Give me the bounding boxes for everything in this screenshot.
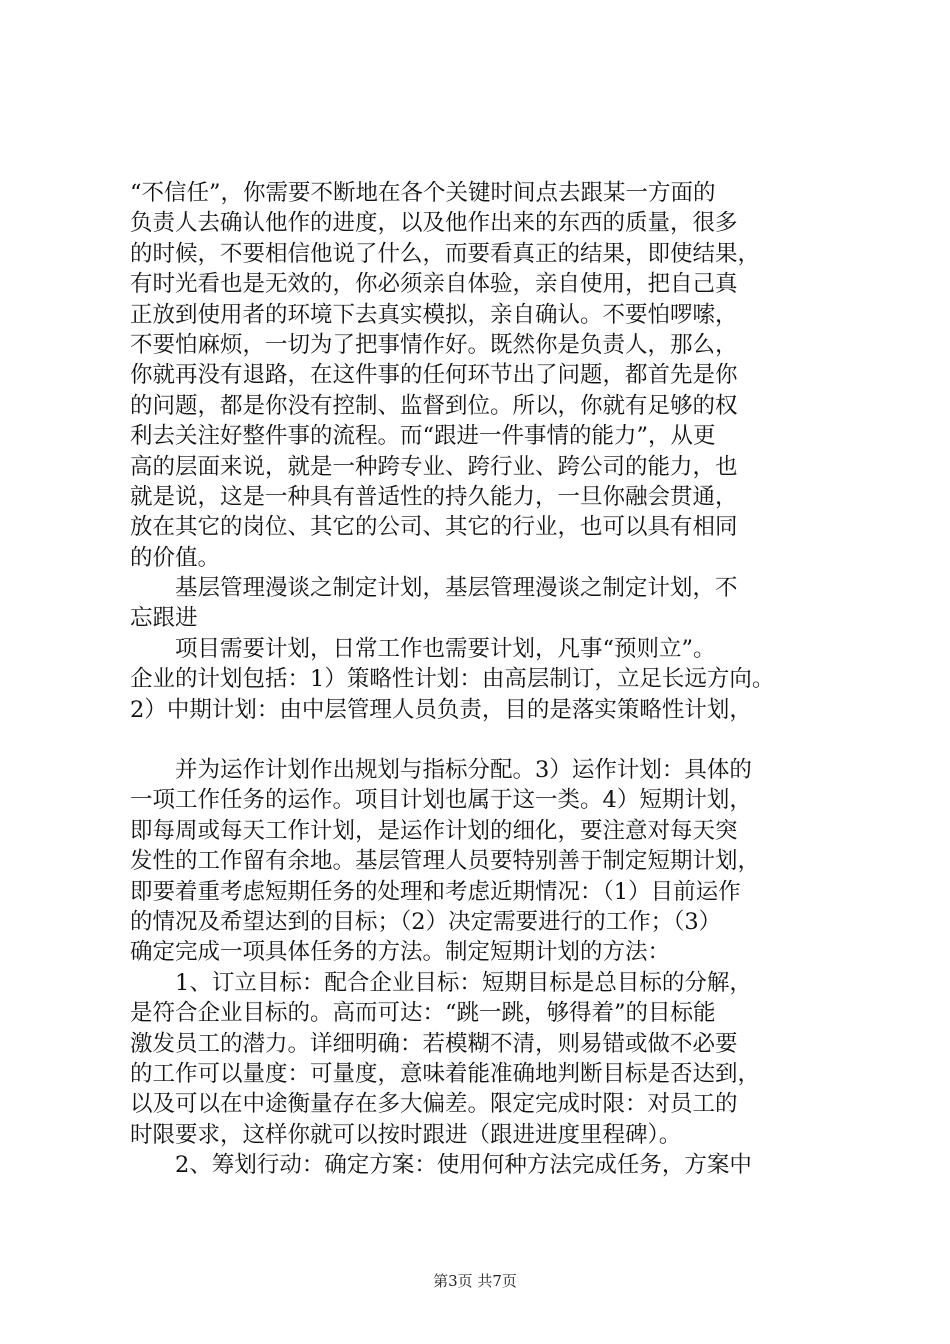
- text-line: 有时光看也是无效的，你必须亲自体验，亲自使用，把自己真: [130, 271, 738, 298]
- text-line: “不信任”，你需要不断地在各个关键时间点去跟某一方面的: [130, 180, 716, 206]
- section-heading-line: 基层管理漫谈之制定计划，基层管理漫谈之制定计划，不: [130, 575, 738, 602]
- text-line: 时限要求，这样你就可以按时跟进（跟进进度里程碑）。: [130, 1121, 682, 1148]
- text-line: 1、订立目标：配合企业目标：短期目标是总目标的分解，: [130, 969, 752, 996]
- text-line: 的情况及希望达到的目标；（2）决定需要进行的工作；（3）: [130, 908, 722, 935]
- text-line: 项目需要计划，日常工作也需要计划，凡事“预则立”。: [130, 635, 716, 662]
- page-number-footer: 第3页 共7页: [433, 1272, 517, 1290]
- text-line: 企业的计划包括：1）策略性计划：由高层制订，立足长远方向。: [130, 666, 775, 693]
- text-line: 即要着重考虑短期任务的处理和考虑近期情况：（1）目前运作: [130, 878, 741, 905]
- text-line: 放在其它的岗位、其它的公司、其它的行业，也可以具有相同: [130, 514, 738, 541]
- text-line: 的问题，都是你没有控制、监督到位。所以，你就有足够的权: [130, 392, 738, 419]
- text-line: 确定完成一项具体任务的方法。制定短期计划的方法：: [130, 939, 671, 966]
- text-line: 正放到使用者的环境下去真实模拟，亲自确认。不要怕啰嗦，: [130, 301, 738, 328]
- text-line: 即每周或每天工作计划，是运作计划的细化，要注意对每天突: [130, 817, 738, 844]
- text-line: 负责人去确认他作的进度，以及他作出来的东西的质量，很多: [130, 210, 738, 237]
- text-line: 2、筹划行动：确定方案：使用何种方法完成任务，方案中: [130, 1152, 752, 1179]
- text-block-lower: [130, 755, 840, 1180]
- text-line: 以及可以在中途衡量存在多大偏差。限定完成时限：对员工的: [130, 1091, 738, 1118]
- text-line: 的工作可以量度：可量度，意味着能准确地判断目标是否达到，: [130, 1060, 761, 1087]
- text-line: 发性的工作留有余地。基层管理人员要特别善于制定短期计划，: [130, 848, 761, 875]
- text-line: 激发员工的潜力。详细明确：若模糊不清，则易错或做不必要: [130, 1030, 738, 1057]
- text-line: 利去关注好整件事的流程。而“跟进一件事情的能力”，从更: [130, 423, 716, 450]
- text-line: 并为运作计划作出规划与指标分配。3）运作计划：具体的: [130, 757, 752, 783]
- text-line: 一项工作任务的运作。项目计划也属于这一类。4）短期计划，: [130, 787, 752, 814]
- text-line: 高的层面来说，就是一种跨专业、跨行业、跨公司的能力，也: [130, 453, 738, 480]
- text-block-upper: [130, 178, 840, 725]
- text-line: 就是说，这是一种具有普适性的持久能力，一旦你融会贯通，: [130, 483, 738, 510]
- text-line: 你就再没有退路，在这件事的任何环节出了问题，都首先是你: [130, 362, 738, 389]
- text-line: 的价值。: [130, 544, 221, 571]
- text-line: 不要怕麻烦，一切为了把事情作好。既然你是负责人，那么，: [130, 331, 738, 358]
- text-line: 的时候，不要相信他说了什么，而要看真正的结果，即使结果，: [130, 240, 761, 267]
- text-line: 是符合企业目标的。高而可达：“跳一跳，够得着”的目标能: [130, 1000, 716, 1027]
- text-line: 2）中期计划：由中层管理人员负责，目的是落实策略性计划，: [130, 696, 752, 723]
- section-heading-line: 忘跟进: [130, 605, 198, 632]
